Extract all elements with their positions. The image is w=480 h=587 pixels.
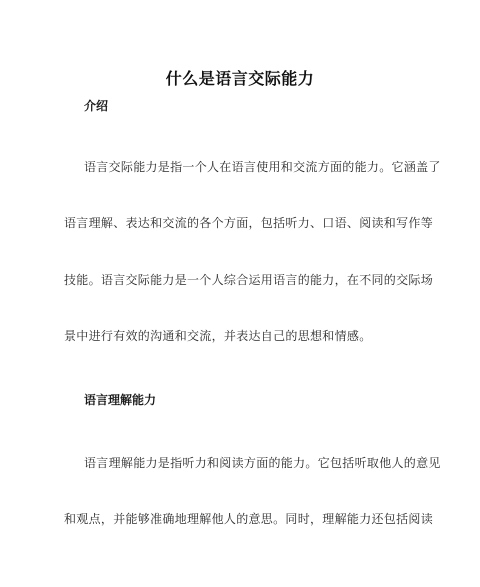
document-title: 什么是语言交际能力 — [165, 69, 315, 88]
section-heading-intro: 介绍 — [84, 99, 109, 113]
paragraph-line: 和观点，并能够准确地理解他人的意思。同时，理解能力还包括阅读 — [64, 512, 434, 526]
paragraph-line: 语言理解、表达和交流的各个方面，包括听力、口语、阅读和写作等 — [64, 216, 434, 230]
paragraph-line: 语言交际能力是指一个人在语言使用和交流方面的能力。它涵盖了 — [84, 160, 441, 174]
paragraph-line: 技能。语言交际能力是一个人综合运用语言的能力，在不同的交际场 — [64, 273, 434, 287]
paragraph-line: 景中进行有效的沟通和交流，并表达自己的思想和情感。 — [64, 329, 372, 343]
section-heading-comprehension: 语言理解能力 — [84, 393, 157, 407]
paragraph-line: 语言理解能力是指听力和阅读方面的能力。它包括听取他人的意见 — [84, 456, 441, 470]
